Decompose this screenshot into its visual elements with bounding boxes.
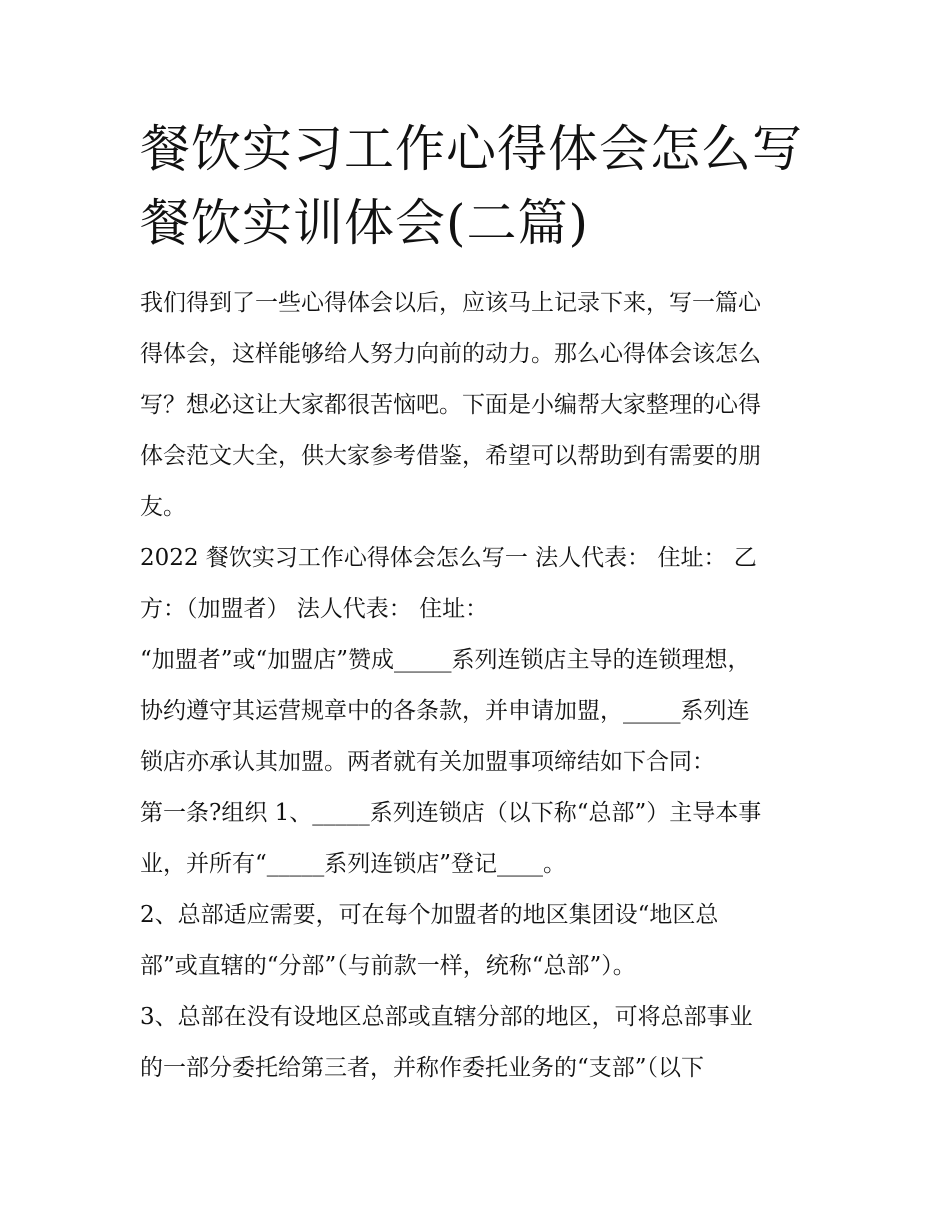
text-line: 写？想必这让大家都很苦恼吧。下面是小编帮大家整理的心得 [140, 392, 761, 418]
text-line: 业，并所有“_____系列连锁店”登记____。 [140, 851, 567, 877]
text-line: 第一条?组织 1、_____系列连锁店（以下称“总部”）主导本事 [140, 800, 762, 826]
text-line: 方：（加盟者） 法人代表： 住址： [140, 596, 489, 622]
text-line: 3、总部在没有设地区总部或直辖分部的地区，可将总部事业 [140, 1004, 753, 1030]
text-line: 我们得到了一些心得体会以后，应该马上记录下来，写一篇心 [140, 290, 761, 316]
text-line: 部”或直辖的“分部”（与前款一样，统称“总部”）。 [140, 953, 636, 979]
title-line-2: 餐饮实训体会(二篇) [140, 194, 590, 252]
text-line: 2、总部适应需要，可在每个加盟者的地区集团设“地区总 [140, 902, 719, 928]
intro-paragraph [140, 278, 820, 533]
agreement-paragraph [140, 635, 820, 788]
document-body [140, 278, 820, 1094]
text-line: 2022 餐饮实习工作心得体会怎么写一 法人代表： 住址： 乙 [140, 545, 757, 571]
text-line: “加盟者”或“加盟店”赞成_____系列连锁店主导的连锁理想， [140, 647, 751, 673]
document-page [140, 112, 820, 1094]
article-1-paragraph [140, 788, 820, 890]
clause-2-paragraph [140, 890, 820, 992]
text-line: 锁店亦承认其加盟。两者就有关加盟事项缔结如下合同： [140, 749, 715, 775]
title-line-1: 餐饮实习工作心得体会怎么写 [140, 120, 803, 178]
clause-3-paragraph [140, 992, 820, 1094]
text-line: 的一部分委托给第三者，并称作委托业务的“支部”（以下 [140, 1055, 705, 1081]
text-line: 友。 [140, 494, 186, 520]
text-line: 得体会，这样能够给人努力向前的动力。那么心得体会该怎么 [140, 341, 761, 367]
text-line: 体会范文大全，供大家参考借鉴，希望可以帮助到有需要的朋 [140, 443, 761, 469]
document-title [140, 112, 820, 260]
text-line: 协约遵守其运营规章中的各条款，并申请加盟，_____系列连 [140, 698, 750, 724]
party-info-paragraph [140, 533, 820, 635]
